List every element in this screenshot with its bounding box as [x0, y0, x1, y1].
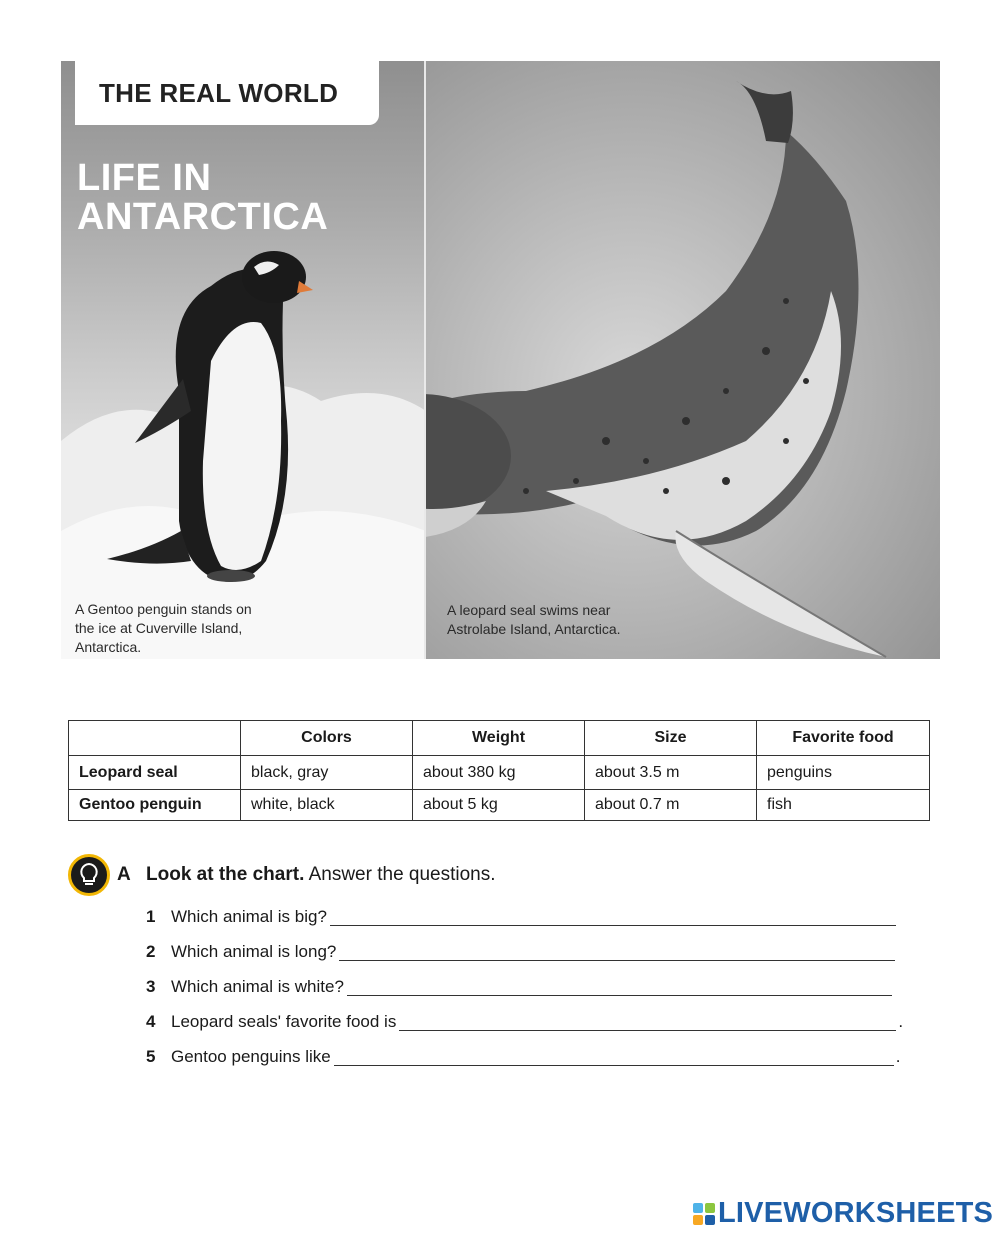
- penguin-caption: A Gentoo penguin stands on the ice at Cuverville Island, Antarctica.: [75, 601, 252, 655]
- logo-square: [693, 1215, 703, 1225]
- question-number: 5: [146, 1046, 156, 1066]
- page-title: [77, 159, 397, 237]
- question-end: .: [898, 1011, 904, 1031]
- animal-facts-table: [68, 720, 930, 821]
- table-cell: about 3.5 m: [585, 756, 757, 790]
- table-header: Favorite food: [757, 721, 930, 756]
- answer-field[interactable]: [339, 960, 895, 961]
- table-header: Weight: [413, 721, 585, 756]
- question-item: [146, 1039, 926, 1074]
- table-cell: penguins: [757, 756, 930, 790]
- logo-text: LIVEWORKSHEETS: [718, 1197, 994, 1229]
- question-number: 1: [146, 906, 156, 926]
- answer-field[interactable]: [399, 1030, 896, 1031]
- answer-field[interactable]: [330, 925, 896, 926]
- leopard-seal-photo: [426, 61, 940, 659]
- question-number: 3: [146, 976, 156, 996]
- table-header: Colors: [241, 721, 413, 756]
- question-list: [146, 899, 926, 1074]
- question-text: Which animal is white?: [171, 976, 344, 996]
- table-row: [69, 756, 930, 790]
- photo-banner: [61, 61, 940, 659]
- question-item: [146, 1004, 926, 1039]
- question-number: 2: [146, 941, 156, 961]
- table-cell: about 5 kg: [413, 790, 585, 821]
- table-cell: Gentoo penguin: [69, 790, 241, 821]
- question-item: [146, 969, 926, 1004]
- question-text: Which animal is long?: [171, 941, 337, 961]
- penguin-photo: [61, 61, 426, 659]
- question-text: Which animal is big?: [171, 906, 327, 926]
- answer-field[interactable]: [334, 1065, 894, 1066]
- table-header: [69, 721, 241, 756]
- title-line-1: LIFE IN: [77, 157, 212, 199]
- exercise-letter: A: [117, 864, 131, 885]
- question-end: .: [895, 1046, 901, 1066]
- table-header-row: [69, 721, 930, 756]
- logo-square: [705, 1203, 715, 1213]
- photo-divider: [424, 61, 426, 659]
- table-cell: about 0.7 m: [585, 790, 757, 821]
- instruction-bold: Look at the chart.: [146, 864, 305, 885]
- table-cell: black, gray: [241, 756, 413, 790]
- exercise-instruction: [146, 864, 496, 886]
- title-line-2: ANTARCTICA: [77, 196, 329, 238]
- table-cell: Leopard seal: [69, 756, 241, 790]
- table-cell: fish: [757, 790, 930, 821]
- table-row: [69, 790, 930, 821]
- question-number: 4: [146, 1011, 156, 1031]
- question-text: Leopard seals' favorite food is: [171, 1011, 397, 1031]
- instruction-rest: Answer the questions.: [304, 864, 496, 885]
- question-item: [146, 899, 926, 934]
- table-cell: white, black: [241, 790, 413, 821]
- lightbulb-icon: [68, 854, 110, 896]
- logo-square: [693, 1203, 703, 1213]
- logo-square: [705, 1215, 715, 1225]
- logo-grid-icon: [693, 1203, 715, 1225]
- table-cell: about 380 kg: [413, 756, 585, 790]
- table-header: Size: [585, 721, 757, 756]
- liveworksheets-logo: [693, 1197, 993, 1230]
- section-tab: [75, 61, 379, 125]
- section-label: THE REAL WORLD: [99, 77, 339, 108]
- seal-caption: A leopard seal swims near Astrolabe Island, Antarctica.: [447, 602, 621, 637]
- question-text: Gentoo penguins like: [171, 1046, 331, 1066]
- question-item: [146, 934, 926, 969]
- answer-field[interactable]: [347, 995, 892, 996]
